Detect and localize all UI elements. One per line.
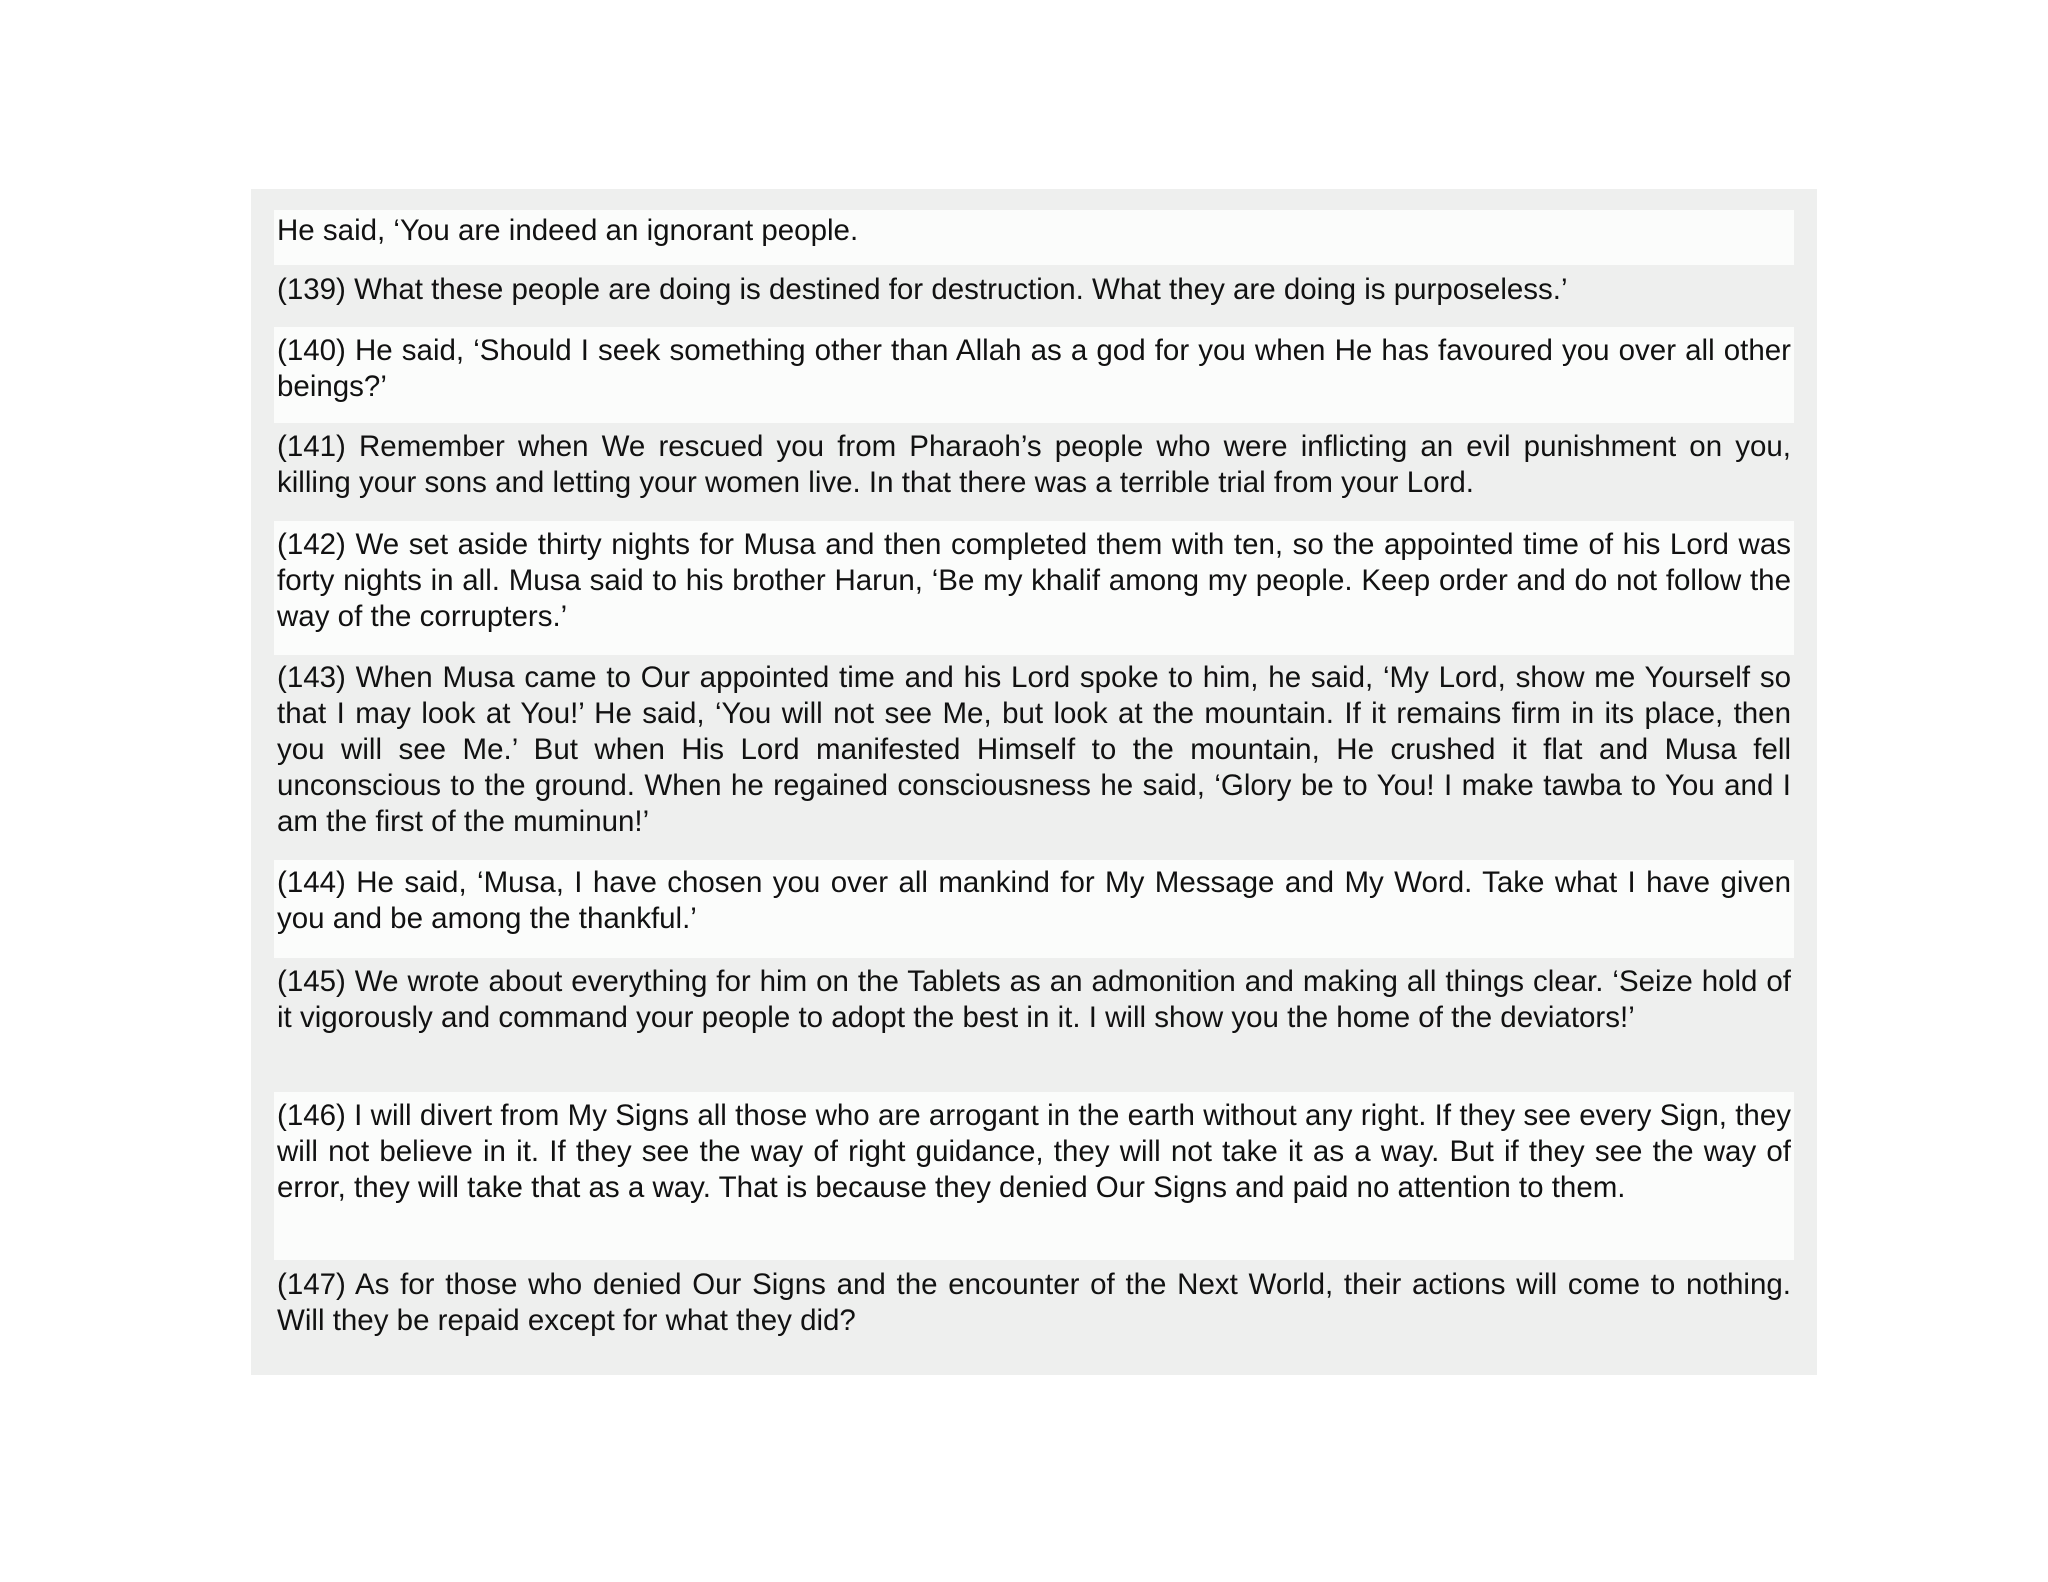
verse-145: (145) We wrote about everything for him on the Tablets as an admonition and making all things clear. ‘Seize hold of it vigorously and command your people to adopt the best in it. I will show you the home of the deviators!’ xyxy=(274,958,1794,1092)
verse-143: (143) When Musa came to Our appointed time and his Lord spoke to him, he said, ‘My Lord, show me Yourself so that I may look at You!’ He said, ‘You will not see Me, but look at the mountain. If it remains firm in its place, then you will see Me.’ But when His Lord manifested Himself to the mountain, He crushed it flat and Musa fell unconscious to the ground. When he regained consciousness he said, ‘Glory be to You! I make tawba to You and I am the first of the muminun!’ xyxy=(274,655,1794,860)
verse-140: (140) He said, ‘Should I seek something other than Allah as a god for you when He has favoured you over all other beings?’ xyxy=(274,327,1794,423)
verse-138-continued: He said, ‘You are indeed an ignorant people. xyxy=(274,210,1794,265)
verse-142: (142) We set aside thirty nights for Musa and then completed them with ten, so the appointed time of his Lord was forty nights in all. Musa said to his brother Harun, ‘Be my khalif among my people. Keep order and do not follow the way of the corrupters.’ xyxy=(274,521,1794,655)
verse-139: (139) What these people are doing is destined for destruction. What they are doing is purposeless.’ xyxy=(274,265,1794,327)
verse-146: (146) I will divert from My Signs all those who are arrogant in the earth without any right. If they see every Sign, they will not believe in it. If they see the way of right guidance, they will not take it as a way. But if they see the way of error, they will take that as a way. That is because they denied Our Signs and paid no attention to them. xyxy=(274,1092,1794,1260)
verse-panel xyxy=(251,189,1817,1375)
verse-141: (141) Remember when We rescued you from Pharaoh’s people who were inflicting an evil punishment on you, killing your sons and letting your women live. In that there was a terrible trial from your Lord. xyxy=(274,423,1794,521)
verse-144: (144) He said, ‘Musa, I have chosen you over all mankind for My Message and My Word. Take what I have given you and be among the thankful.’ xyxy=(274,860,1794,958)
verse-147: (147) As for those who denied Our Signs and the encounter of the Next World, their actions will come to nothing. Will they be repaid except for what they did? xyxy=(274,1260,1794,1356)
